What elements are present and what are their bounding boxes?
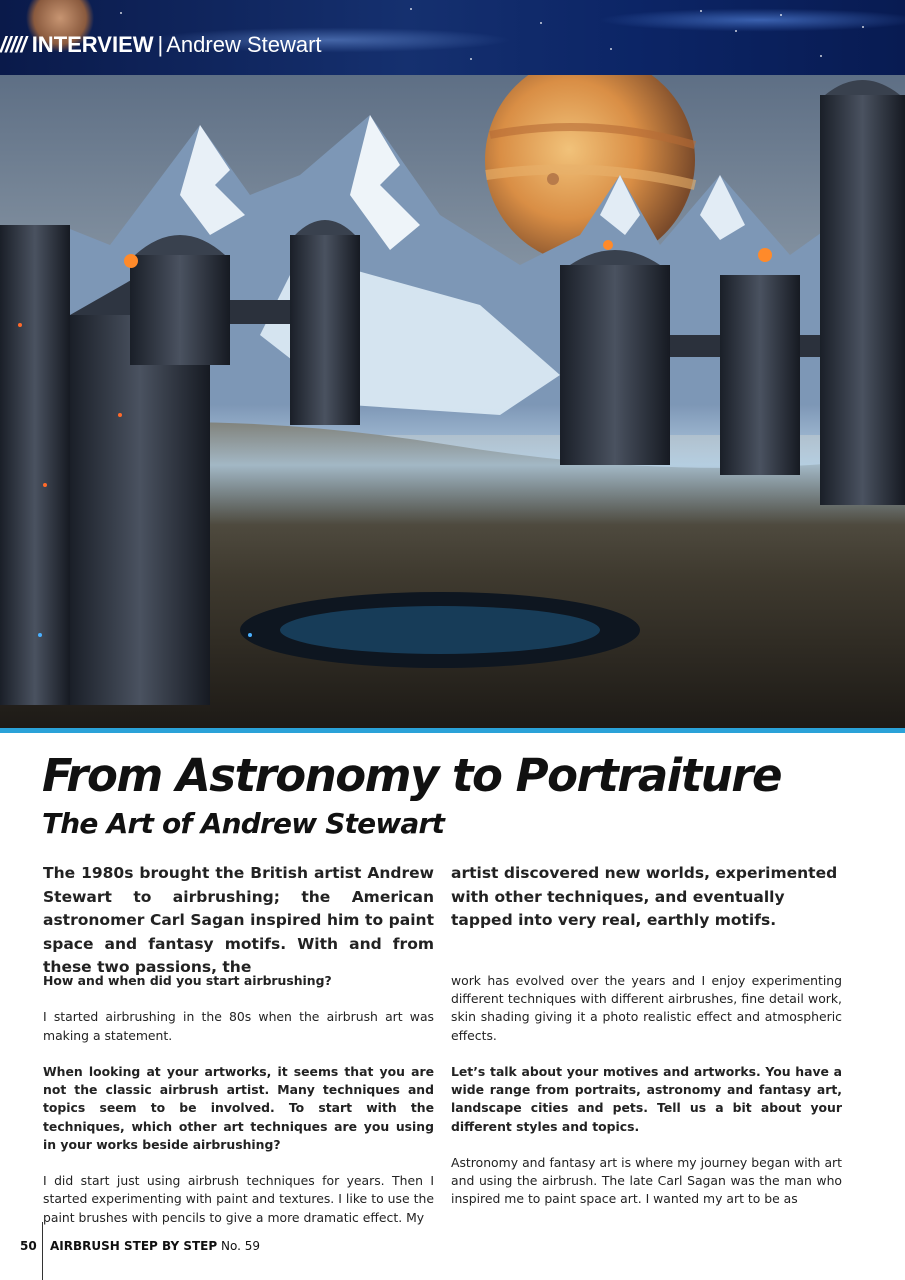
page-number: 50 xyxy=(20,1239,37,1253)
section-label: INTERVIEW xyxy=(31,32,154,57)
header-separator: | xyxy=(157,32,164,57)
interview-answer: I started airbrushing in the 80s when the airbrush art was making a statement. xyxy=(43,1009,434,1043)
lead-paragraph-left: The 1980s brought the British artist Andrew Stewart to airbrushing; the American astronomer Carl Sagan inspired him to paint space and fantasy motifs. With and from these two passions, the xyxy=(43,864,434,976)
article-title: From Astronomy to Portraiture xyxy=(42,749,781,802)
interview-question: When looking at your artworks, it seems that you are not the classic airbrush artist. Many techniques and topics seem to be involved. To start with the techniques, which other art techniques are you using in your works beside airbrushing? xyxy=(43,1063,434,1152)
lead-paragraph-right: artist discovered new worlds, experimented with other techniques, and eventually tapped into very real, earthly motifs. xyxy=(451,864,838,929)
footer-divider xyxy=(42,1222,43,1280)
interview-question: Let’s talk about your motives and artworks. You have a wide range from portraits, astronomy and fantasy art, landscape cities and pets. Tell us a bit about your different styles and topics. xyxy=(451,1064,842,1134)
interview-answer: work has evolved over the years and I enjoy experimenting different techniques with different airbrushes, fine detail work, skin shading giving it a photo realistic effect and atmospheric effects. xyxy=(451,973,842,1043)
header-artist-name: Andrew Stewart xyxy=(166,32,322,57)
article-subtitle: The Art of Andrew Stewart xyxy=(42,807,445,840)
magazine-footer xyxy=(50,1238,260,1254)
hero-illustration xyxy=(0,75,905,728)
header-band xyxy=(0,0,905,75)
section-header xyxy=(0,30,322,60)
accent-rule xyxy=(0,728,905,733)
interview-answer: Astronomy and fantasy art is where my journey began with art and using the airbrush. The late Carl Sagan was the man who inspired me to paint space art. I wanted my art to be as xyxy=(451,1155,842,1207)
body-column-left xyxy=(43,972,434,1245)
magazine-name: AIRBRUSH STEP BY STEP xyxy=(50,1239,218,1253)
interview-answer: I did start just using airbrush techniques for years. Then I started experimenting with paint and textures. I like to use the paint brushes with pencils to give a more dramatic effect. My xyxy=(43,1173,434,1225)
body-column-right xyxy=(451,972,842,1227)
sci-fi-landscape-painting xyxy=(0,75,905,728)
header-slashes: ///// xyxy=(0,32,26,57)
issue-number: No. 59 xyxy=(221,1239,261,1253)
interview-question: How and when did you start airbrushing? xyxy=(43,973,332,988)
